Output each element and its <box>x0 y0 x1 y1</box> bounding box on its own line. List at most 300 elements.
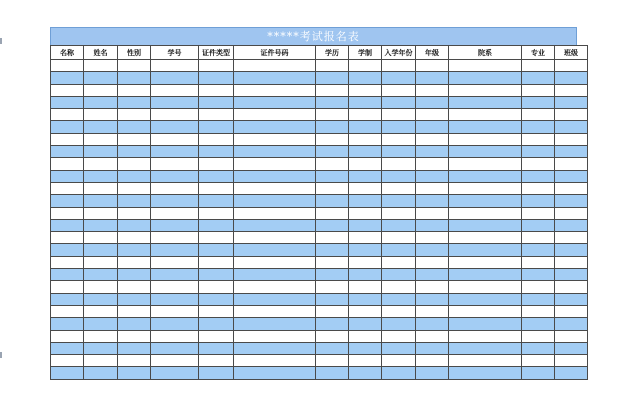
table-cell[interactable] <box>316 305 349 317</box>
table-cell[interactable] <box>349 219 382 231</box>
table-cell[interactable] <box>416 109 449 121</box>
table-cell[interactable] <box>118 109 151 121</box>
table-cell[interactable] <box>118 293 151 305</box>
table-cell[interactable] <box>349 269 382 281</box>
table-cell[interactable] <box>151 256 199 268</box>
table-cell[interactable] <box>234 305 316 317</box>
table-cell[interactable] <box>416 195 449 207</box>
table-cell[interactable] <box>522 305 555 317</box>
table-cell[interactable] <box>151 158 199 170</box>
table-cell[interactable] <box>84 318 118 330</box>
table-cell[interactable] <box>382 182 416 194</box>
table-cell[interactable] <box>349 158 382 170</box>
table-cell[interactable] <box>316 318 349 330</box>
table-cell[interactable] <box>199 207 234 219</box>
table-cell[interactable] <box>51 109 84 121</box>
table-cell[interactable] <box>416 96 449 108</box>
table-cell[interactable] <box>382 256 416 268</box>
table-cell[interactable] <box>555 121 588 133</box>
table-cell[interactable] <box>349 72 382 84</box>
table-cell[interactable] <box>316 195 349 207</box>
table-cell[interactable] <box>151 84 199 96</box>
table-cell[interactable] <box>382 207 416 219</box>
table-cell[interactable] <box>555 293 588 305</box>
table-cell[interactable] <box>449 318 522 330</box>
table-cell[interactable] <box>51 182 84 194</box>
table-cell[interactable] <box>449 158 522 170</box>
table-cell[interactable] <box>51 256 84 268</box>
table-cell[interactable] <box>522 60 555 72</box>
table-cell[interactable] <box>199 72 234 84</box>
table-cell[interactable] <box>416 293 449 305</box>
table-cell[interactable] <box>199 355 234 367</box>
table-cell[interactable] <box>316 146 349 158</box>
table-cell[interactable] <box>199 367 234 379</box>
table-cell[interactable] <box>522 256 555 268</box>
table-cell[interactable] <box>382 269 416 281</box>
table-cell[interactable] <box>234 72 316 84</box>
table-cell[interactable] <box>51 367 84 379</box>
table-cell[interactable] <box>118 195 151 207</box>
table-cell[interactable] <box>555 232 588 244</box>
table-cell[interactable] <box>416 355 449 367</box>
table-cell[interactable] <box>118 330 151 342</box>
table-cell[interactable] <box>522 195 555 207</box>
table-cell[interactable] <box>349 232 382 244</box>
table-cell[interactable] <box>234 256 316 268</box>
table-cell[interactable] <box>234 133 316 145</box>
table-cell[interactable] <box>316 207 349 219</box>
table-cell[interactable] <box>51 60 84 72</box>
table-cell[interactable] <box>118 207 151 219</box>
table-cell[interactable] <box>416 342 449 354</box>
table-cell[interactable] <box>382 133 416 145</box>
table-cell[interactable] <box>84 133 118 145</box>
table-cell[interactable] <box>382 355 416 367</box>
table-cell[interactable] <box>522 219 555 231</box>
table-cell[interactable] <box>199 195 234 207</box>
table-cell[interactable] <box>382 281 416 293</box>
table-cell[interactable] <box>151 355 199 367</box>
table-cell[interactable] <box>449 342 522 354</box>
table-cell[interactable] <box>234 269 316 281</box>
table-cell[interactable] <box>316 133 349 145</box>
table-cell[interactable] <box>555 318 588 330</box>
table-cell[interactable] <box>316 109 349 121</box>
table-cell[interactable] <box>51 355 84 367</box>
table-cell[interactable] <box>555 244 588 256</box>
table-cell[interactable] <box>84 281 118 293</box>
table-cell[interactable] <box>51 146 84 158</box>
table-cell[interactable] <box>522 342 555 354</box>
table-cell[interactable] <box>118 318 151 330</box>
table-cell[interactable] <box>51 84 84 96</box>
table-cell[interactable] <box>555 84 588 96</box>
table-cell[interactable] <box>522 232 555 244</box>
table-cell[interactable] <box>118 72 151 84</box>
table-cell[interactable] <box>522 96 555 108</box>
table-cell[interactable] <box>199 109 234 121</box>
table-cell[interactable] <box>349 281 382 293</box>
table-cell[interactable] <box>449 60 522 72</box>
table-cell[interactable] <box>416 121 449 133</box>
table-cell[interactable] <box>234 318 316 330</box>
table-cell[interactable] <box>522 207 555 219</box>
table-cell[interactable] <box>416 244 449 256</box>
table-cell[interactable] <box>382 244 416 256</box>
table-cell[interactable] <box>51 305 84 317</box>
table-cell[interactable] <box>84 355 118 367</box>
table-cell[interactable] <box>449 170 522 182</box>
table-cell[interactable] <box>151 330 199 342</box>
table-cell[interactable] <box>118 256 151 268</box>
table-cell[interactable] <box>522 330 555 342</box>
table-cell[interactable] <box>555 133 588 145</box>
table-cell[interactable] <box>84 232 118 244</box>
table-cell[interactable] <box>151 121 199 133</box>
table-cell[interactable] <box>555 146 588 158</box>
table-cell[interactable] <box>416 318 449 330</box>
table-cell[interactable] <box>449 232 522 244</box>
table-cell[interactable] <box>84 330 118 342</box>
table-cell[interactable] <box>316 60 349 72</box>
table-cell[interactable] <box>51 232 84 244</box>
table-cell[interactable] <box>316 342 349 354</box>
table-cell[interactable] <box>118 355 151 367</box>
table-cell[interactable] <box>51 195 84 207</box>
table-cell[interactable] <box>316 367 349 379</box>
table-cell[interactable] <box>449 269 522 281</box>
table-cell[interactable] <box>416 72 449 84</box>
table-cell[interactable] <box>349 318 382 330</box>
table-cell[interactable] <box>51 330 84 342</box>
table-cell[interactable] <box>84 207 118 219</box>
table-cell[interactable] <box>416 84 449 96</box>
table-cell[interactable] <box>199 256 234 268</box>
table-cell[interactable] <box>555 60 588 72</box>
table-cell[interactable] <box>316 121 349 133</box>
table-cell[interactable] <box>151 318 199 330</box>
table-cell[interactable] <box>555 355 588 367</box>
table-cell[interactable] <box>349 256 382 268</box>
table-cell[interactable] <box>234 219 316 231</box>
table-cell[interactable] <box>555 170 588 182</box>
table-cell[interactable] <box>555 305 588 317</box>
table-cell[interactable] <box>416 170 449 182</box>
table-cell[interactable] <box>234 367 316 379</box>
table-cell[interactable] <box>449 281 522 293</box>
table-cell[interactable] <box>382 146 416 158</box>
table-cell[interactable] <box>199 146 234 158</box>
table-cell[interactable] <box>118 158 151 170</box>
table-cell[interactable] <box>234 281 316 293</box>
table-cell[interactable] <box>382 305 416 317</box>
table-cell[interactable] <box>449 182 522 194</box>
table-cell[interactable] <box>234 146 316 158</box>
table-cell[interactable] <box>234 60 316 72</box>
table-cell[interactable] <box>522 318 555 330</box>
table-cell[interactable] <box>151 293 199 305</box>
table-cell[interactable] <box>449 367 522 379</box>
table-cell[interactable] <box>84 72 118 84</box>
table-cell[interactable] <box>555 72 588 84</box>
table-cell[interactable] <box>349 244 382 256</box>
table-cell[interactable] <box>382 219 416 231</box>
table-cell[interactable] <box>199 305 234 317</box>
table-cell[interactable] <box>449 133 522 145</box>
table-cell[interactable] <box>555 367 588 379</box>
table-cell[interactable] <box>449 355 522 367</box>
table-cell[interactable] <box>84 269 118 281</box>
table-cell[interactable] <box>382 158 416 170</box>
table-cell[interactable] <box>51 281 84 293</box>
table-cell[interactable] <box>118 60 151 72</box>
table-cell[interactable] <box>118 182 151 194</box>
table-cell[interactable] <box>316 72 349 84</box>
table-cell[interactable] <box>349 207 382 219</box>
table-cell[interactable] <box>51 121 84 133</box>
table-cell[interactable] <box>316 96 349 108</box>
table-cell[interactable] <box>199 170 234 182</box>
table-cell[interactable] <box>234 195 316 207</box>
table-cell[interactable] <box>151 195 199 207</box>
table-cell[interactable] <box>382 367 416 379</box>
table-cell[interactable] <box>316 182 349 194</box>
table-cell[interactable] <box>118 269 151 281</box>
table-cell[interactable] <box>118 367 151 379</box>
table-cell[interactable] <box>522 121 555 133</box>
table-cell[interactable] <box>555 109 588 121</box>
table-cell[interactable] <box>449 195 522 207</box>
table-cell[interactable] <box>234 244 316 256</box>
table-cell[interactable] <box>449 72 522 84</box>
table-cell[interactable] <box>199 84 234 96</box>
table-cell[interactable] <box>118 170 151 182</box>
table-cell[interactable] <box>555 207 588 219</box>
table-cell[interactable] <box>316 256 349 268</box>
table-cell[interactable] <box>416 207 449 219</box>
table-cell[interactable] <box>382 195 416 207</box>
table-cell[interactable] <box>349 195 382 207</box>
table-cell[interactable] <box>234 342 316 354</box>
table-cell[interactable] <box>234 207 316 219</box>
table-cell[interactable] <box>84 182 118 194</box>
table-cell[interactable] <box>316 232 349 244</box>
table-cell[interactable] <box>349 84 382 96</box>
table-cell[interactable] <box>555 342 588 354</box>
table-cell[interactable] <box>151 170 199 182</box>
table-cell[interactable] <box>522 355 555 367</box>
table-cell[interactable] <box>199 244 234 256</box>
table-cell[interactable] <box>118 84 151 96</box>
table-cell[interactable] <box>382 170 416 182</box>
table-cell[interactable] <box>151 281 199 293</box>
table-cell[interactable] <box>382 60 416 72</box>
table-cell[interactable] <box>449 219 522 231</box>
table-cell[interactable] <box>382 342 416 354</box>
table-cell[interactable] <box>416 146 449 158</box>
table-cell[interactable] <box>522 109 555 121</box>
table-cell[interactable] <box>416 158 449 170</box>
table-cell[interactable] <box>234 109 316 121</box>
table-cell[interactable] <box>199 232 234 244</box>
table-cell[interactable] <box>316 355 349 367</box>
table-cell[interactable] <box>199 281 234 293</box>
table-cell[interactable] <box>316 293 349 305</box>
table-cell[interactable] <box>349 342 382 354</box>
table-cell[interactable] <box>349 170 382 182</box>
table-cell[interactable] <box>151 146 199 158</box>
table-cell[interactable] <box>382 84 416 96</box>
table-cell[interactable] <box>555 256 588 268</box>
table-cell[interactable] <box>84 305 118 317</box>
table-cell[interactable] <box>555 96 588 108</box>
table-cell[interactable] <box>382 293 416 305</box>
table-cell[interactable] <box>449 244 522 256</box>
table-cell[interactable] <box>349 60 382 72</box>
table-cell[interactable] <box>118 133 151 145</box>
table-cell[interactable] <box>118 232 151 244</box>
table-cell[interactable] <box>555 330 588 342</box>
table-cell[interactable] <box>199 269 234 281</box>
table-cell[interactable] <box>151 60 199 72</box>
table-cell[interactable] <box>555 195 588 207</box>
table-cell[interactable] <box>84 342 118 354</box>
table-cell[interactable] <box>349 355 382 367</box>
table-cell[interactable] <box>84 84 118 96</box>
table-cell[interactable] <box>382 96 416 108</box>
table-cell[interactable] <box>234 355 316 367</box>
table-cell[interactable] <box>118 121 151 133</box>
table-cell[interactable] <box>349 330 382 342</box>
table-cell[interactable] <box>51 72 84 84</box>
table-cell[interactable] <box>349 96 382 108</box>
table-cell[interactable] <box>416 182 449 194</box>
table-cell[interactable] <box>151 305 199 317</box>
table-cell[interactable] <box>51 170 84 182</box>
table-cell[interactable] <box>449 96 522 108</box>
table-cell[interactable] <box>199 318 234 330</box>
table-cell[interactable] <box>449 330 522 342</box>
table-cell[interactable] <box>234 232 316 244</box>
table-cell[interactable] <box>151 367 199 379</box>
table-cell[interactable] <box>416 256 449 268</box>
table-cell[interactable] <box>316 269 349 281</box>
table-cell[interactable] <box>199 293 234 305</box>
table-cell[interactable] <box>382 232 416 244</box>
table-cell[interactable] <box>234 330 316 342</box>
table-cell[interactable] <box>51 133 84 145</box>
table-cell[interactable] <box>382 330 416 342</box>
table-cell[interactable] <box>151 244 199 256</box>
table-cell[interactable] <box>118 96 151 108</box>
table-cell[interactable] <box>416 269 449 281</box>
table-cell[interactable] <box>151 207 199 219</box>
table-cell[interactable] <box>151 109 199 121</box>
table-cell[interactable] <box>449 121 522 133</box>
table-cell[interactable] <box>151 219 199 231</box>
table-cell[interactable] <box>51 342 84 354</box>
table-cell[interactable] <box>316 158 349 170</box>
table-cell[interactable] <box>118 281 151 293</box>
table-cell[interactable] <box>349 305 382 317</box>
table-cell[interactable] <box>316 244 349 256</box>
table-cell[interactable] <box>151 342 199 354</box>
table-cell[interactable] <box>449 293 522 305</box>
table-cell[interactable] <box>349 109 382 121</box>
table-cell[interactable] <box>151 133 199 145</box>
table-cell[interactable] <box>522 72 555 84</box>
table-cell[interactable] <box>234 293 316 305</box>
table-cell[interactable] <box>151 72 199 84</box>
table-cell[interactable] <box>522 133 555 145</box>
table-cell[interactable] <box>349 367 382 379</box>
table-cell[interactable] <box>84 96 118 108</box>
table-cell[interactable] <box>316 84 349 96</box>
table-cell[interactable] <box>522 244 555 256</box>
table-cell[interactable] <box>522 281 555 293</box>
table-cell[interactable] <box>449 256 522 268</box>
table-cell[interactable] <box>555 158 588 170</box>
table-cell[interactable] <box>151 232 199 244</box>
table-cell[interactable] <box>199 133 234 145</box>
table-cell[interactable] <box>84 244 118 256</box>
table-cell[interactable] <box>316 219 349 231</box>
table-cell[interactable] <box>416 367 449 379</box>
table-cell[interactable] <box>51 269 84 281</box>
table-cell[interactable] <box>84 109 118 121</box>
table-cell[interactable] <box>349 146 382 158</box>
table-cell[interactable] <box>51 219 84 231</box>
table-cell[interactable] <box>349 182 382 194</box>
table-cell[interactable] <box>555 269 588 281</box>
table-cell[interactable] <box>382 72 416 84</box>
table-cell[interactable] <box>449 146 522 158</box>
table-cell[interactable] <box>416 232 449 244</box>
table-cell[interactable] <box>555 281 588 293</box>
table-cell[interactable] <box>416 60 449 72</box>
table-cell[interactable] <box>84 146 118 158</box>
table-cell[interactable] <box>449 305 522 317</box>
table-cell[interactable] <box>84 158 118 170</box>
table-cell[interactable] <box>199 219 234 231</box>
table-cell[interactable] <box>316 330 349 342</box>
table-cell[interactable] <box>349 133 382 145</box>
table-cell[interactable] <box>51 244 84 256</box>
table-cell[interactable] <box>349 121 382 133</box>
table-cell[interactable] <box>199 121 234 133</box>
table-cell[interactable] <box>151 96 199 108</box>
table-cell[interactable] <box>382 109 416 121</box>
table-cell[interactable] <box>51 158 84 170</box>
table-cell[interactable] <box>416 281 449 293</box>
table-cell[interactable] <box>234 96 316 108</box>
table-cell[interactable] <box>522 293 555 305</box>
table-cell[interactable] <box>51 293 84 305</box>
table-cell[interactable] <box>234 84 316 96</box>
table-cell[interactable] <box>416 133 449 145</box>
table-cell[interactable] <box>84 293 118 305</box>
table-cell[interactable] <box>522 146 555 158</box>
table-cell[interactable] <box>555 219 588 231</box>
table-cell[interactable] <box>522 158 555 170</box>
table-cell[interactable] <box>234 158 316 170</box>
table-cell[interactable] <box>51 318 84 330</box>
table-cell[interactable] <box>522 170 555 182</box>
table-cell[interactable] <box>199 96 234 108</box>
table-cell[interactable] <box>449 109 522 121</box>
table-cell[interactable] <box>84 219 118 231</box>
